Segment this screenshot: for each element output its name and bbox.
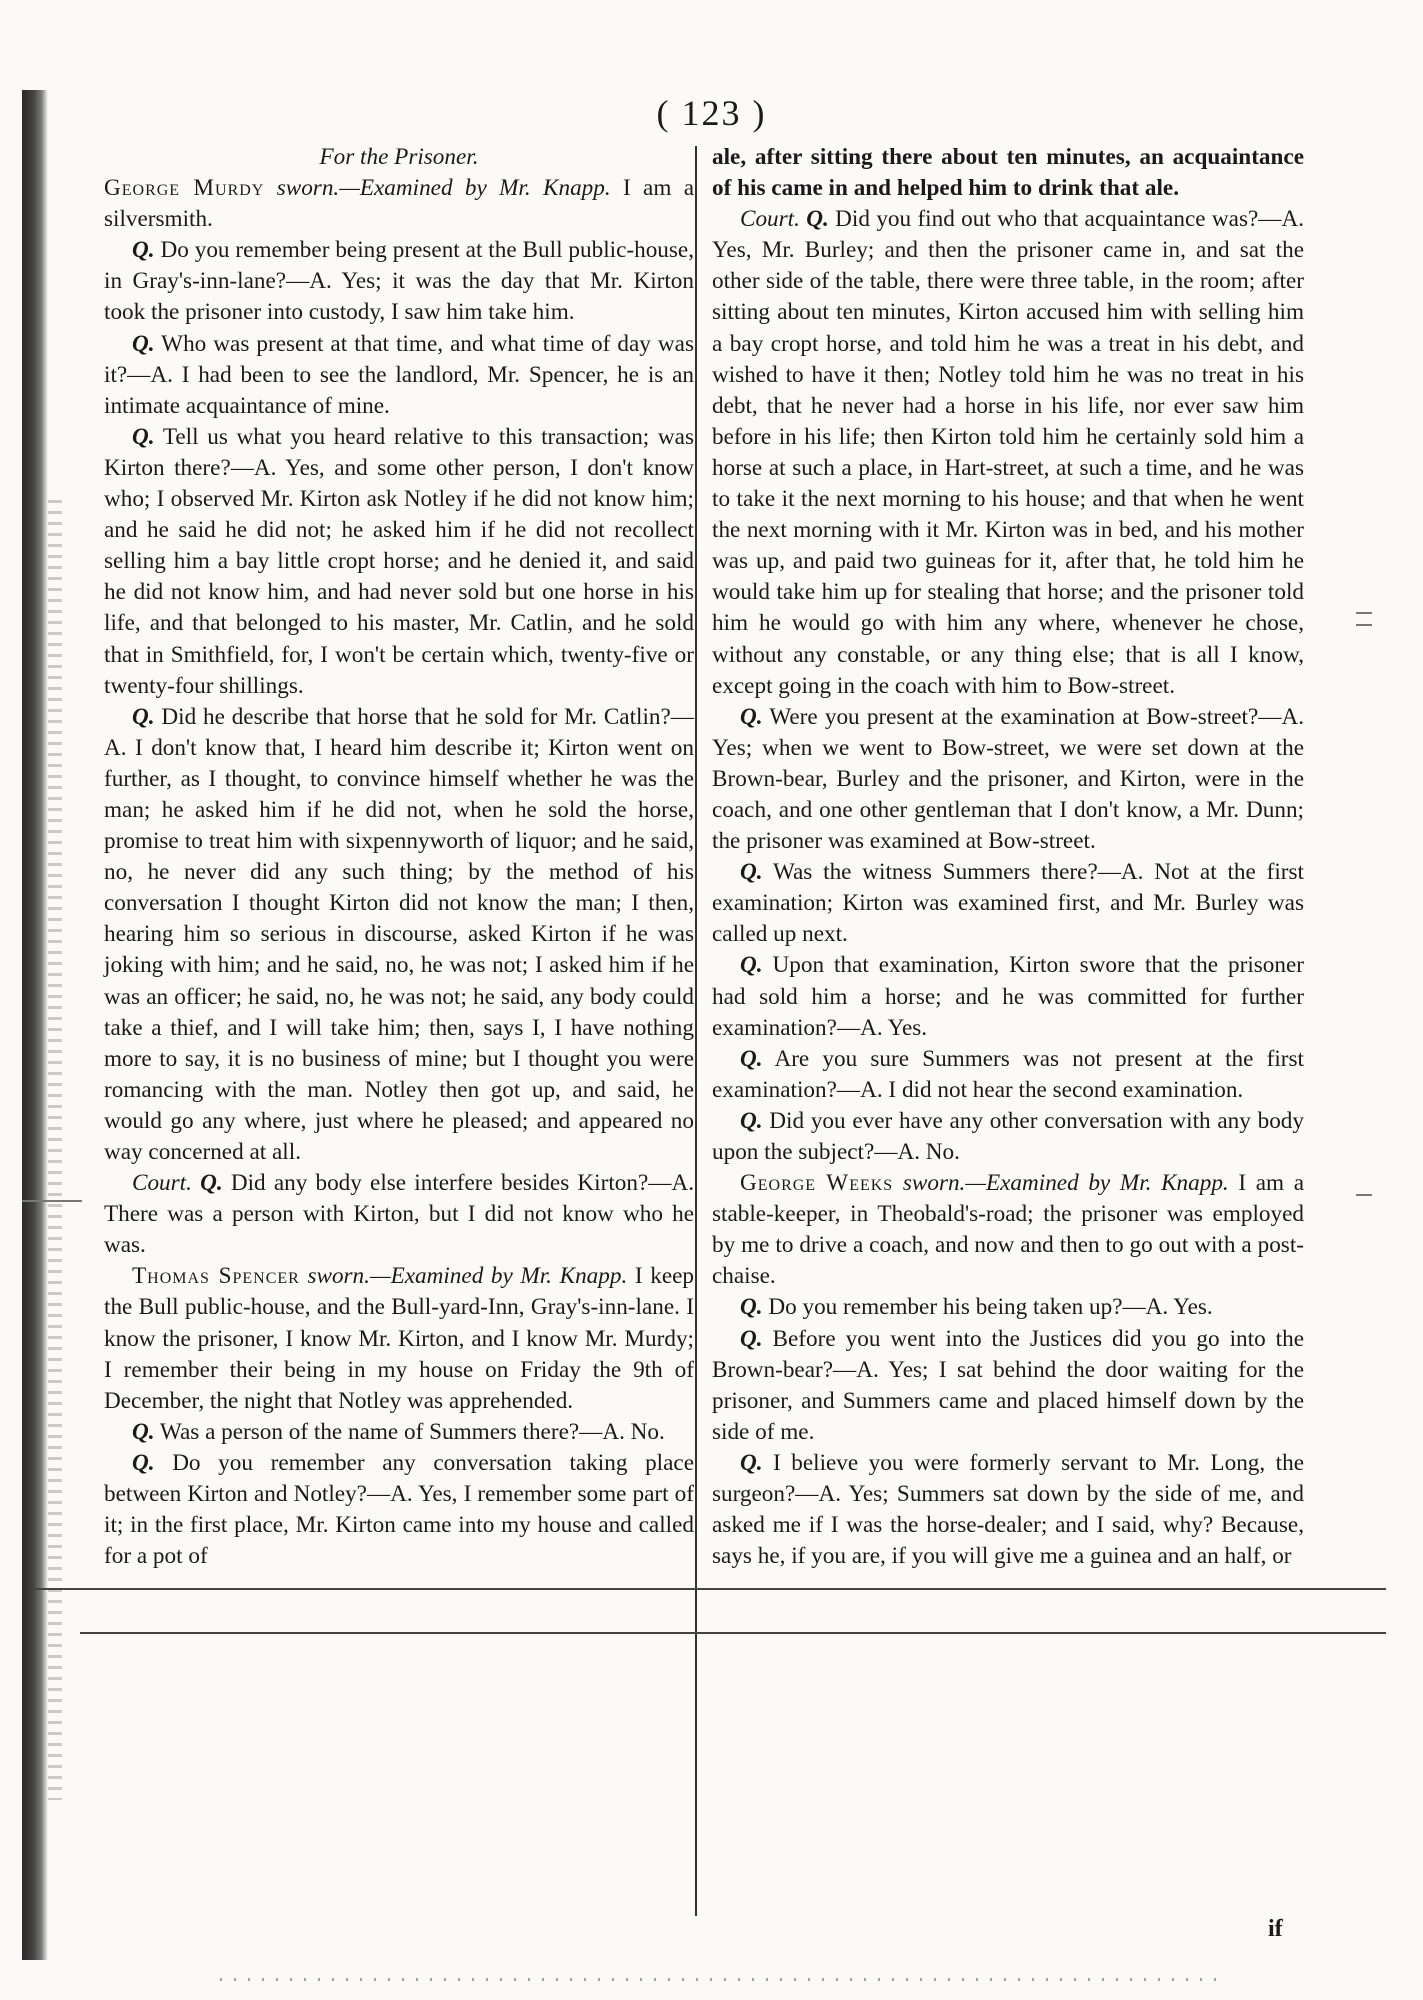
paragraph-text: Are you sure Summers was not present at the first examination?—A. I did not hear the second examination. <box>712 1045 1304 1103</box>
column-divider <box>695 146 697 1916</box>
question-marker: Q. <box>740 1045 763 1072</box>
question-marker: Q. <box>132 1418 155 1445</box>
question-marker: Q. <box>740 1107 763 1134</box>
paragraph-text: Do you remember his being taken up?—A. Yes. <box>762 1294 1213 1321</box>
question-marker: Q. <box>132 703 155 730</box>
paragraph-text: Do you remember any conversation taking place between Kirton and Notley?—A. Yes, I remember some part of it; in the first place, Mr. Kirton came into my house and called for a pot of <box>104 1449 694 1570</box>
spacer <box>264 175 276 201</box>
spacer <box>893 1170 903 1196</box>
question-marker: Q. <box>806 206 829 233</box>
testimony-paragraph <box>104 1261 694 1416</box>
margin-tick-mark <box>1356 1194 1372 1196</box>
binding-gutter-speckle <box>48 500 62 1800</box>
paragraph-text: Who was present at that time, and what time of day was it?—A. I had been to see the landlord, Mr. Spencer, he is an intimate acquaintance of mine. <box>104 330 694 419</box>
question-marker: Q. <box>200 1170 223 1197</box>
testimony-paragraph <box>712 1292 1304 1323</box>
paragraph-text: ale, after sitting there about ten minutes, an acquaintance of his came in and helped him to drink that ale. <box>712 144 1304 202</box>
binding-gutter-shadow <box>22 90 48 1960</box>
witness-name: Thomas Spencer <box>132 1263 300 1290</box>
left-column <box>104 142 694 1572</box>
paragraph-text: Upon that examination, Kirton swore that the prisoner had sold him a horse; and he was committed for further examination?—A. Yes. <box>712 952 1304 1041</box>
paragraph-text: Do you remember being present at the Bull public-house, in Gray's-inn-lane?—A. Yes; it was the day that Mr. Kirton took the prisoner into custody, I saw him take him. <box>104 237 694 326</box>
testimony-paragraph <box>712 950 1304 1043</box>
examination-note: sworn.—Examined by Mr. Knapp. <box>307 1263 628 1290</box>
question-marker: Q. <box>132 237 155 264</box>
testimony-paragraph <box>712 204 1304 702</box>
paragraph-text: Did you find out who that acquaintance was?—A. Yes, Mr. Burley; and then the prisoner came in, and sat the other side of the table, there were three table, in the room; after sitting about ten minutes, Kirton accused him with selling him a bay cropt horse, and told him he was a treat in his debt, and wished to have it then; Notley told him he was no treat in his debt, that he never had a horse in his life, nor ever saw him before in his life; then Kirton told him he certainly sold him a horse at such a place, in Hart-street, at such a time, and he was to take it the next morning to his house; and that when he went the next morning with it Mr. Kirton was in bed, and his mother was up, and paid two guineas for it, after that, he told him he would take him up for stealing that horse; and the prisoner told him he would go with him any where, whenever he chose, without any constable, or any thing else; that is all I know, except going in the coach with him to Bow-street. <box>712 206 1304 699</box>
page-number: ( 123 ) <box>656 93 767 133</box>
question-marker: Q. <box>132 423 155 450</box>
paragraph-text: I believe you were formerly servant to Mr. Long, the surgeon?—A. Yes; Summers sat down by the side of me, and asked me if I was the horse-dealer; and I said, why? Because, says he, if you are, if you will give me a guinea and an half, or <box>712 1449 1304 1570</box>
testimony-paragraph <box>104 1417 694 1448</box>
testimony-paragraph <box>104 702 694 1168</box>
paragraph-text: Were you present at the examination at Bow-street?—A. Yes; when we went to Bow-street, we were set down at the Brown-bear, Burley and the prisoner, and Kirton, were in the coach, and one other gentleman that I don't know, a Mr. Dunn; the prisoner was examined at Bow-street. <box>712 703 1304 855</box>
paragraph-text: Was a person of the name of Summers there?—A. No. <box>154 1418 665 1445</box>
court-label: Court. <box>132 1170 192 1197</box>
question-marker: Q. <box>740 1325 763 1352</box>
court-label: Court. <box>740 206 800 233</box>
question-marker: Q. <box>740 859 763 886</box>
testimony-paragraph <box>104 1448 694 1572</box>
paragraph-text: Did you ever have any other conversation with any body upon the subject?—A. No. <box>712 1107 1304 1165</box>
testimony-paragraph <box>712 1106 1304 1168</box>
question-marker: Q. <box>132 1449 155 1476</box>
testimony-paragraph <box>104 1168 694 1261</box>
margin-tick-mark <box>1356 612 1372 614</box>
paragraph-text: Was the witness Summers there?—A. Not at the first examination; Kirton was examined first, and Mr. Burley was called up next. <box>712 859 1304 948</box>
testimony-paragraph <box>104 173 694 235</box>
question-marker: Q. <box>740 1294 763 1321</box>
paragraph-text: I am a silversmith. <box>104 175 695 233</box>
testimony-paragraph <box>712 1448 1304 1572</box>
paragraph-text: Before you went into the Justices did you go into the Brown-bear?—A. Yes; I sat behind the door waiting for the prisoner, and Summers came and placed himself down by the side of me. <box>712 1325 1304 1445</box>
question-marker: Q. <box>132 330 155 357</box>
scan-rule-line <box>80 1632 1386 1634</box>
footer-specks <box>220 1978 1220 1981</box>
right-column <box>712 142 1304 1572</box>
examination-note: sworn.—Examined by Mr. Knapp. <box>276 175 611 202</box>
scan-rule-line <box>34 1588 1386 1590</box>
examination-note: sworn.—Examined by Mr. Knapp. <box>902 1170 1229 1197</box>
testimony-paragraph <box>712 1168 1304 1292</box>
paragraph-text: I keep the Bull public-house, and the Bull-yard-Inn, Gray's-inn-lane. I know the prisoner, I know Mr. Kirton, and I know Mr. Murdy; I remember their being in my house on Friday the 9th of December, the night that Notley was apprehended. <box>104 1263 694 1414</box>
catchword: if <box>1268 1916 1283 1942</box>
paragraph-text: I am a stable-keeper, in Theobald's-road; the prisoner was employed by me to drive a coach, and now and then to go out with a post-chaise. <box>712 1170 1305 1290</box>
question-marker: Q. <box>740 1449 763 1476</box>
testimony-paragraph <box>104 329 694 422</box>
margin-tick-mark <box>1356 624 1372 626</box>
witness-name: George Weeks <box>740 1170 894 1197</box>
paragraph-text: Did any body else interfere besides Kirton?—A. There was a person with Kirton, but I did not know who he was. <box>104 1170 694 1259</box>
paragraph-text: Did he describe that horse that he sold for Mr. Catlin?—A. I don't know that, I heard him describe it; Kirton went on further, as I thought, to convince himself whether he was the man; he asked him if he did not, when he sold the horse, promise to treat him with sixpennyworth of liquor; and he said, no, he never did any such thing; by the method of his conversation I thought Kirton did not know the man; I then, hearing him so serious in discourse, asked Kirton if he was joking with him; and he said, no, he was not; I asked him if he was an officer; he said, no, he was not; he said, any body could take a thief, and I will take him; then, says I, I have nothing more to say, it is no business of mine; but I thought you were romancing with the man. Notley then got up, and said, he would go any where, just where he pleased; and appeared no way concerned at all. <box>104 703 694 1165</box>
margin-tick-mark <box>22 1200 82 1202</box>
testimony-paragraph <box>104 422 694 702</box>
testimony-paragraph <box>712 857 1304 950</box>
paragraph-text: Tell us what you heard relative to this transaction; was Kirton there?—A. Yes, and some other person, I don't know who; I observed Mr. Kirton ask Notley if he did not know him; and he said he did not; he asked him if he did not recollect selling him a bay little cropt horse; and he denied it, and said he did not know him, and had never sold but one horse in his life, and that belonged to his master, Mr. Catlin, and he sold that in Smithfield, for, I won't be certain which, twenty-five or twenty-four shillings. <box>104 423 694 699</box>
question-marker: Q. <box>740 952 763 979</box>
testimony-paragraph <box>712 142 1304 204</box>
question-marker: Q. <box>740 703 763 730</box>
witness-name: George Murdy <box>104 175 265 202</box>
testimony-paragraph <box>712 1324 1304 1448</box>
testimony-paragraph <box>712 1044 1304 1106</box>
testimony-paragraph <box>104 235 694 328</box>
section-heading: For the Prisoner. <box>319 144 479 170</box>
testimony-paragraph <box>712 702 1304 857</box>
